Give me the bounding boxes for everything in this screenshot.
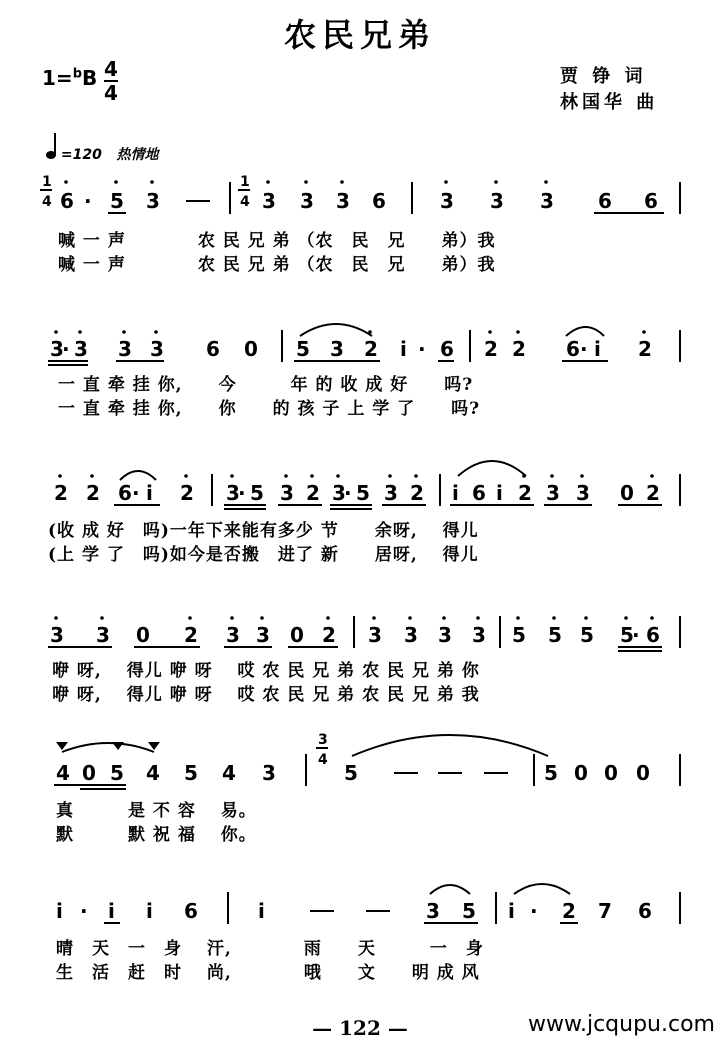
svg-text:0: 0 <box>636 761 650 785</box>
svg-text:3: 3 <box>404 623 418 647</box>
lyricist-credit: 贾 铮 词 <box>560 66 647 87</box>
system-6 <box>56 884 680 924</box>
svg-text:3: 3 <box>576 481 590 505</box>
page-number: — 122 — <box>312 1016 408 1040</box>
svg-text:3: 3 <box>50 623 64 647</box>
svg-text:5: 5 <box>620 623 634 647</box>
svg-text:i: i <box>146 899 153 923</box>
system-4 <box>48 616 680 651</box>
svg-text:i: i <box>594 337 601 361</box>
composer-credit: 林国华 曲 <box>560 92 659 113</box>
lyric-line: 晴 天 一 身 汗, 雨 天 一 身 <box>56 939 484 959</box>
website-watermark[interactable]: www.jcqupu.com <box>528 1012 715 1037</box>
svg-text:6: 6 <box>184 899 198 923</box>
svg-text:·: · <box>132 481 140 505</box>
svg-text:4: 4 <box>240 194 250 210</box>
svg-text:·: · <box>580 337 588 361</box>
svg-text:·: · <box>418 337 426 361</box>
svg-text:i: i <box>258 899 265 923</box>
lyric-line: 生 活 赶 时 尚, 哦 文 明 成 风 <box>56 963 480 983</box>
svg-text:i: i <box>496 481 503 505</box>
svg-text:2: 2 <box>518 481 532 505</box>
svg-text:3: 3 <box>262 761 276 785</box>
svg-text:6: 6 <box>638 899 652 923</box>
svg-text:3: 3 <box>300 189 314 213</box>
svg-text:6: 6 <box>118 481 132 505</box>
lyric-line: 咿 呀, 得儿 咿 呀 哎 农 民 兄 弟 农 民 兄 弟 我 <box>52 685 480 705</box>
svg-text:2: 2 <box>322 623 336 647</box>
tempo-marking: =120 热情地 <box>46 144 158 164</box>
meter-change: 1 <box>42 174 52 190</box>
svg-text:3: 3 <box>368 623 382 647</box>
svg-text:0: 0 <box>244 337 258 361</box>
time-signature: 4 4 <box>104 57 118 105</box>
lyric-line: 默 默 祝 福 你。 <box>56 825 257 845</box>
svg-text:3: 3 <box>472 623 486 647</box>
svg-text:3: 3 <box>384 481 398 505</box>
svg-text:3: 3 <box>336 189 350 213</box>
svg-text:3: 3 <box>332 481 346 505</box>
svg-text:2: 2 <box>364 337 378 361</box>
svg-text:6: 6 <box>646 623 660 647</box>
svg-text:4: 4 <box>56 761 70 785</box>
svg-text:1: 1 <box>240 174 250 190</box>
svg-text:0: 0 <box>574 761 588 785</box>
svg-text:3: 3 <box>540 189 554 213</box>
svg-text:0: 0 <box>604 761 618 785</box>
svg-text:3: 3 <box>280 481 294 505</box>
svg-text:3: 3 <box>440 189 454 213</box>
svg-text:4: 4 <box>42 194 52 210</box>
svg-text:3: 3 <box>50 337 64 361</box>
svg-text:2: 2 <box>638 337 652 361</box>
svg-text:3: 3 <box>96 623 110 647</box>
svg-text:5: 5 <box>548 623 562 647</box>
svg-text:3: 3 <box>226 481 240 505</box>
svg-text:0: 0 <box>136 623 150 647</box>
svg-text:2: 2 <box>484 337 498 361</box>
system-5 <box>54 732 680 789</box>
svg-text:6: 6 <box>206 337 220 361</box>
svg-text:5: 5 <box>110 189 124 213</box>
svg-text:i: i <box>452 481 459 505</box>
key-signature: 1=$^b$B <box>42 66 98 90</box>
lyric-line: 真 是 不 容 易。 <box>56 801 257 821</box>
svg-text:6: 6 <box>566 337 580 361</box>
lyric-line: 一 直 牵 挂 你, 今 年 的 收 成 好 吗? <box>58 375 474 395</box>
svg-text:5: 5 <box>512 623 526 647</box>
svg-text:2: 2 <box>562 899 576 923</box>
svg-text:5: 5 <box>296 337 310 361</box>
svg-text:·: · <box>62 337 70 361</box>
svg-text:6: 6 <box>644 189 658 213</box>
svg-text:3: 3 <box>490 189 504 213</box>
svg-text:3: 3 <box>426 899 440 923</box>
svg-text:3: 3 <box>150 337 164 361</box>
svg-text:i: i <box>108 899 115 923</box>
svg-text:5: 5 <box>462 899 476 923</box>
svg-text:4: 4 <box>318 752 328 768</box>
svg-text:·: · <box>84 189 92 213</box>
svg-text:5: 5 <box>544 761 558 785</box>
svg-text:i: i <box>146 481 153 505</box>
svg-text:5: 5 <box>344 761 358 785</box>
svg-text:7: 7 <box>598 899 612 923</box>
svg-text:·: · <box>80 899 88 923</box>
svg-text:2: 2 <box>410 481 424 505</box>
svg-text:2: 2 <box>512 337 526 361</box>
note: 6 <box>60 189 74 213</box>
svg-text:6: 6 <box>440 337 454 361</box>
svg-text:3: 3 <box>74 337 88 361</box>
svg-text:0: 0 <box>620 481 634 505</box>
lyric-line: 喊 一 声 农 民 兄 弟 （农 民 兄 弟）我 <box>58 231 496 251</box>
svg-text:4: 4 <box>146 761 160 785</box>
svg-text:i: i <box>56 899 63 923</box>
svg-text:3: 3 <box>256 623 270 647</box>
svg-text:6: 6 <box>372 189 386 213</box>
lyric-line: 一 直 牵 挂 你, 你 的 孩 子 上 学 了 吗? <box>58 399 481 419</box>
svg-text:0: 0 <box>82 761 96 785</box>
lyric-line: (收 成 好 吗)一年下来能有多少 节 余呀, 得儿 <box>48 521 479 541</box>
svg-text:i: i <box>400 337 407 361</box>
svg-text:·: · <box>530 899 538 923</box>
svg-text:3: 3 <box>226 623 240 647</box>
svg-text:6: 6 <box>598 189 612 213</box>
lyric-line: (上 学 了 吗)如今是否搬 进了 新 居呀, 得儿 <box>48 545 479 565</box>
svg-text:2: 2 <box>86 481 100 505</box>
song-title: 农民兄弟 <box>283 16 436 54</box>
system-2 <box>48 324 680 365</box>
svg-text:3: 3 <box>146 189 160 213</box>
system-1 <box>40 174 680 214</box>
svg-text:3: 3 <box>262 189 276 213</box>
svg-text:2: 2 <box>306 481 320 505</box>
svg-text:3: 3 <box>118 337 132 361</box>
svg-text:2: 2 <box>184 623 198 647</box>
svg-text:5: 5 <box>250 481 264 505</box>
svg-text:2: 2 <box>54 481 68 505</box>
lyric-line: 咿 呀, 得儿 咿 呀 哎 农 民 兄 弟 农 民 兄 弟 你 <box>52 661 480 681</box>
svg-text:4: 4 <box>222 761 236 785</box>
svg-text:5: 5 <box>356 481 370 505</box>
system-3 <box>54 461 680 509</box>
svg-text:·: · <box>344 481 352 505</box>
svg-text:2: 2 <box>646 481 660 505</box>
svg-text:3: 3 <box>330 337 344 361</box>
svg-text:·: · <box>632 623 640 647</box>
svg-text:5: 5 <box>184 761 198 785</box>
svg-text:3: 3 <box>546 481 560 505</box>
svg-text:i: i <box>508 899 515 923</box>
svg-text:5: 5 <box>580 623 594 647</box>
lyric-line: 喊 一 声 农 民 兄 弟 （农 民 兄 弟）我 <box>58 255 496 275</box>
svg-text:6: 6 <box>472 481 486 505</box>
svg-text:·: · <box>238 481 246 505</box>
svg-text:5: 5 <box>110 761 124 785</box>
svg-text:2: 2 <box>180 481 194 505</box>
svg-text:3: 3 <box>318 732 328 748</box>
svg-text:3: 3 <box>438 623 452 647</box>
svg-text:0: 0 <box>290 623 304 647</box>
